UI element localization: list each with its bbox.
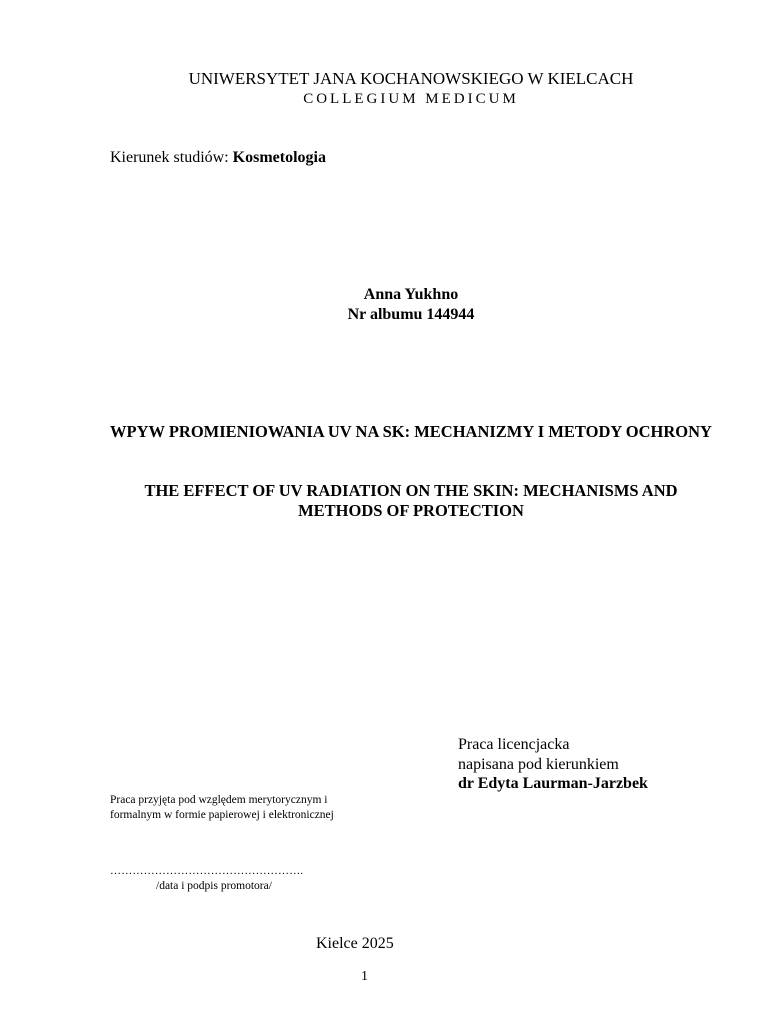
signature-label: /data i podpis promotora/ bbox=[156, 880, 272, 892]
author-name: Anna Yukhno bbox=[363, 286, 459, 303]
signature-line: ……………………………………………. bbox=[110, 865, 304, 877]
thesis-type: Praca licencjacka bbox=[458, 736, 570, 753]
faculty-name: COLLEGIUM MEDICUM bbox=[303, 91, 519, 107]
album-number: Nr albumu 144944 bbox=[347, 306, 475, 323]
field-of-study-value: Kosmetologia bbox=[232, 149, 326, 166]
thesis-title-polish: WPYW PROMIENIOWANIA UV NA SK: MECHANIZMY I METODY OCHRONY bbox=[110, 422, 712, 441]
thesis-written-under: napisana pod kierunkiem bbox=[458, 756, 619, 773]
thesis-title-english: THE EFFECT OF UV RADIATION ON THE SKIN: MECHANISMS AND METHODS OF PROTECTION bbox=[144, 481, 678, 520]
page-number: 1 bbox=[361, 969, 368, 984]
city-year: Kielce 2025 bbox=[316, 935, 394, 952]
acceptance-note: Praca przyjęta pod względem merytorycznym i formalnym w formie papierowej i elektronicznej bbox=[110, 794, 334, 821]
field-of-study-label: Kierunek studiów: bbox=[110, 149, 229, 166]
university-name: UNIWERSYTET JANA KOCHANOWSKIEGO W KIELCACH bbox=[188, 69, 634, 88]
supervisor-name: dr Edyta Laurman-Jarzbek bbox=[458, 775, 648, 792]
field-of-study bbox=[110, 148, 326, 168]
